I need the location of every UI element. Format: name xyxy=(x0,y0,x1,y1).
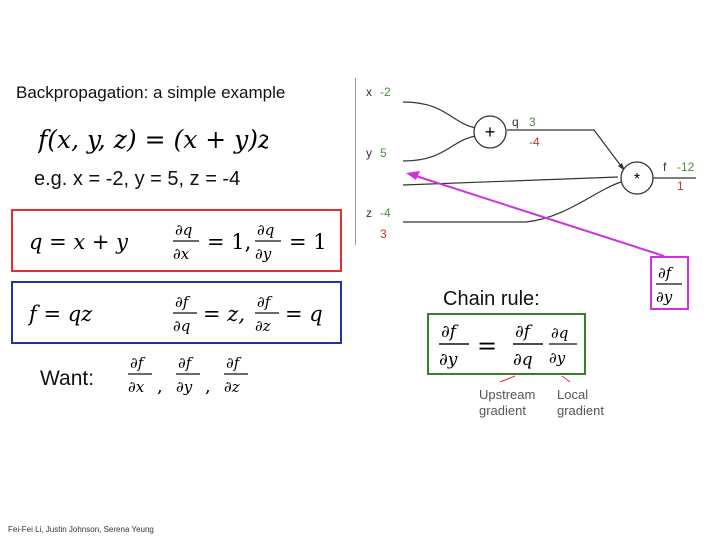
svg-text:= 1,: = 1, xyxy=(207,230,252,254)
svg-text:,: , xyxy=(205,376,211,397)
svg-text:∂f: ∂f xyxy=(226,354,240,372)
f-value: -12 xyxy=(677,160,695,174)
svg-text:,: , xyxy=(157,376,163,397)
svg-text:∂f: ∂f xyxy=(658,264,672,282)
svg-text:∂q: ∂q xyxy=(551,324,569,342)
svg-text:∂f: ∂f xyxy=(515,322,531,342)
svg-text:∂z: ∂z xyxy=(224,378,240,396)
z-value: -4 xyxy=(380,206,391,220)
svg-text:f = qz: f = qz xyxy=(29,302,93,326)
svg-text:∂x: ∂x xyxy=(128,378,145,396)
svg-text:∂q: ∂q xyxy=(173,317,191,335)
svg-text:∂y: ∂y xyxy=(656,288,673,306)
svg-text:∂f: ∂f xyxy=(441,322,457,342)
local-gradient-note xyxy=(557,387,604,419)
svg-text:∂q: ∂q xyxy=(257,221,275,239)
chain-rule-box xyxy=(427,313,586,375)
svg-text:=: = xyxy=(477,332,498,360)
svg-text:∂f: ∂f xyxy=(178,354,192,372)
svg-text:∂q: ∂q xyxy=(175,221,193,239)
chain-rule-math xyxy=(429,315,584,373)
y-label: y xyxy=(366,146,372,160)
svg-text:∂y: ∂y xyxy=(439,350,458,370)
svg-text:∂x: ∂x xyxy=(173,245,190,263)
q-grad: -4 xyxy=(529,135,540,149)
svg-text:∂f: ∂f xyxy=(175,293,189,311)
svg-text:∂y: ∂y xyxy=(176,378,193,396)
df-dy-math xyxy=(652,258,687,308)
x-label: x xyxy=(366,85,372,99)
add-op-label: + xyxy=(484,122,496,142)
svg-text:∂f: ∂f xyxy=(130,354,144,372)
example-values: e.g. x = -2, y = 5, z = -4 xyxy=(34,168,241,190)
local-line1: Local xyxy=(557,387,589,402)
mul-op-label: * xyxy=(633,171,641,188)
y-value: 5 xyxy=(380,146,387,160)
svg-text:= q: = q xyxy=(285,302,323,326)
local-line2: gradient xyxy=(557,403,604,418)
svg-text:= 1: = 1 xyxy=(289,230,327,254)
upstream-gradient-note xyxy=(479,387,535,419)
q-value: 3 xyxy=(529,115,536,129)
chain-rule-label: Chain rule: xyxy=(443,288,540,310)
slide-title: Backpropagation: a simple example xyxy=(16,83,286,102)
df-dy-highlight-box xyxy=(650,256,689,310)
z-grad: 3 xyxy=(380,227,387,241)
svg-text:∂y: ∂y xyxy=(255,245,272,263)
f-label: f xyxy=(663,160,667,174)
svg-text:= z,: = z, xyxy=(203,302,246,326)
q-label: q xyxy=(512,115,519,129)
svg-text:∂z: ∂z xyxy=(255,317,271,335)
x-value: -2 xyxy=(380,85,391,99)
footer-credits: Fei-Fei Li, Justin Johnson, Serena Yeung xyxy=(8,525,154,534)
upstream-line2: gradient xyxy=(479,403,526,418)
svg-text:∂f: ∂f xyxy=(257,293,271,311)
svg-text:f(x, y, z) = (x + y)z: f(x, y, z) = (x + y)z xyxy=(38,125,268,154)
svg-text:q = x + y: q = x + y xyxy=(29,230,129,254)
want-label: Want: xyxy=(40,367,95,390)
svg-text:∂y: ∂y xyxy=(549,349,566,367)
f-grad: 1 xyxy=(677,179,684,193)
z-label: z xyxy=(366,206,372,220)
svg-text:∂q: ∂q xyxy=(513,350,533,370)
upstream-line1: Upstream xyxy=(479,387,536,402)
